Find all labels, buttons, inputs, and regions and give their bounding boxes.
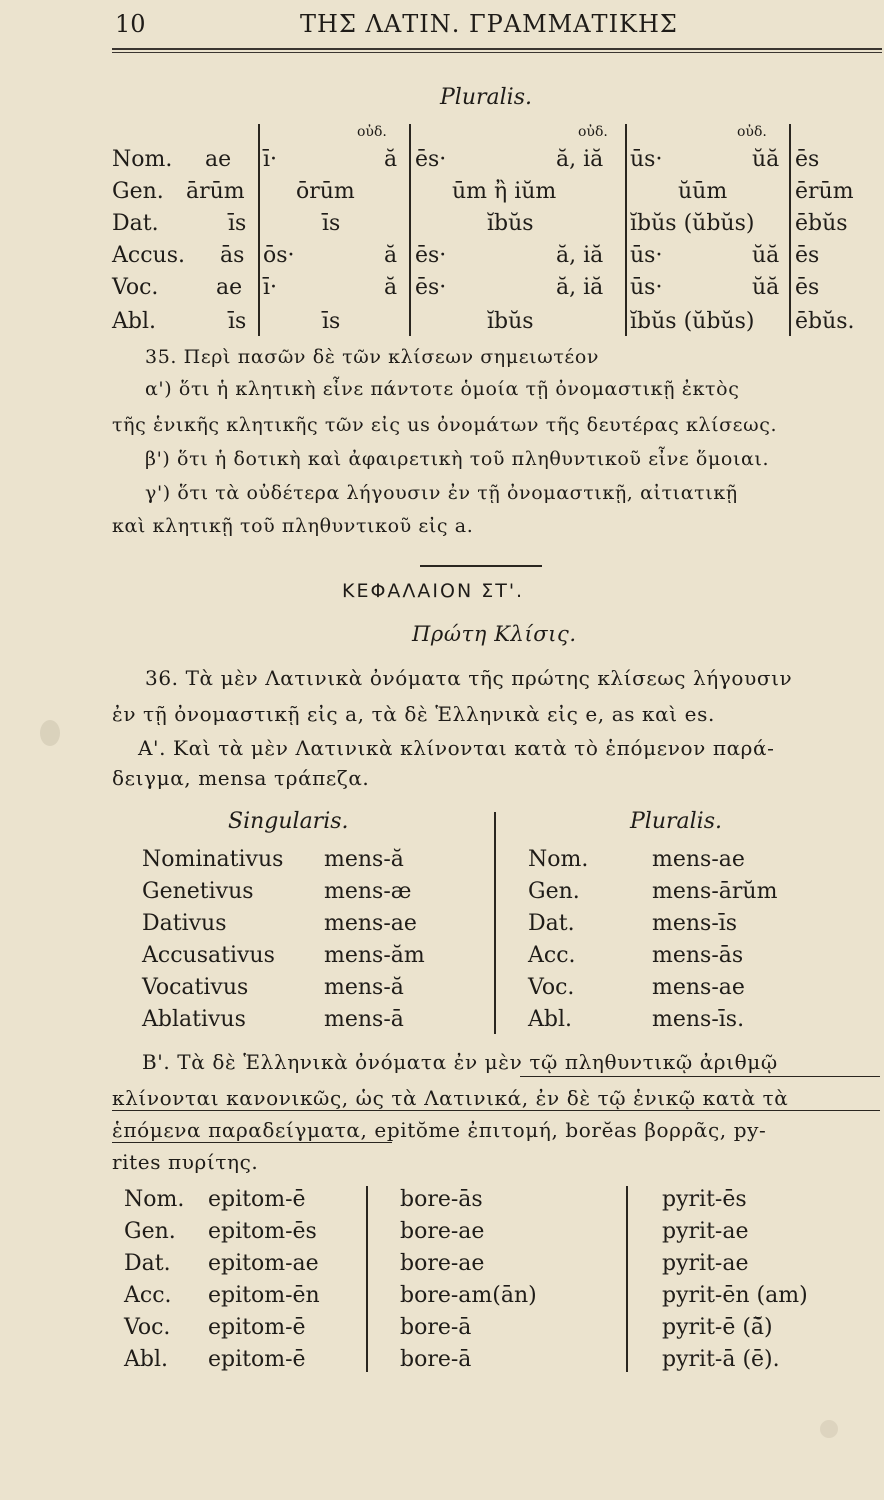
paper-stain <box>820 1420 838 1438</box>
running-title: ΤΗΣ ΛΑΤΙΝ. ΓΡΑΜΜΑΤΙΚΗΣ <box>300 10 678 38</box>
table-divider <box>258 124 260 336</box>
case-label: Accus. <box>112 243 185 268</box>
case-label: Gen. <box>112 179 164 204</box>
case-label: Abl. <box>124 1347 168 1372</box>
header-rule <box>112 48 882 50</box>
form: epitom-ēs <box>208 1219 317 1244</box>
ending: īs <box>322 309 341 334</box>
case-label: Dat. <box>124 1251 171 1276</box>
ending: ēs· <box>415 147 447 172</box>
case-label: Abl. <box>528 1007 572 1032</box>
form: mens-ā <box>324 1007 404 1032</box>
form: bore-am(ān) <box>400 1283 537 1308</box>
form: bore-ā <box>400 1347 472 1372</box>
ending: ă <box>384 147 398 172</box>
pencil-underline <box>112 1142 392 1143</box>
ending: ōs· <box>263 243 295 268</box>
text-line: Β'. Τὰ δὲ Ἑλληνικὰ ὀνόματα ἐν μὲν τῷ πληθυντικῷ ἀριθμῷ <box>142 1050 778 1074</box>
form: mens-īs <box>652 911 738 936</box>
ending: ī· <box>263 147 278 172</box>
case-label: Gen. <box>528 879 580 904</box>
case-label: Nominativus <box>142 847 284 872</box>
ending: ă, iă <box>556 275 604 300</box>
pencil-underline <box>520 1076 880 1077</box>
neuter-mark: οὐδ. <box>737 124 767 140</box>
form: epitom-ēn <box>208 1283 320 1308</box>
table-divider <box>625 124 627 336</box>
form: pyrit-ē (ā̆) <box>662 1315 773 1340</box>
form: mens-ă <box>324 847 404 872</box>
table-divider <box>494 812 496 1034</box>
text-line: rites πυρίτης. <box>112 1150 259 1174</box>
case-label: Nom. <box>528 847 589 872</box>
plural-heading: Pluralis. <box>440 85 532 110</box>
ending: ĭbŭs <box>487 309 534 334</box>
case-label: Dat. <box>528 911 575 936</box>
ending: ae <box>216 275 243 300</box>
form: pyrit-ā (ē). <box>662 1347 780 1372</box>
ending: ūs· <box>630 275 663 300</box>
ending: ās <box>220 243 245 268</box>
ending: ēbŭs. <box>795 309 855 334</box>
ending: ūs· <box>630 243 663 268</box>
form: epitom-ae <box>208 1251 319 1276</box>
form: mens-ae <box>324 911 417 936</box>
case-label: Dat. <box>112 211 159 236</box>
text-line: ἑπόμενα παραδείγματα, epitŏme ἐπιτομή, borĕas βορρᾶς, py- <box>112 1118 767 1142</box>
ending: ŭă <box>752 147 780 172</box>
ending: ōrūm <box>296 179 355 204</box>
neuter-mark: οὐδ. <box>578 124 608 140</box>
ending: ēs <box>795 243 820 268</box>
text-line: 36. Τὰ μὲν Λατινικὰ ὀνόματα τῆς πρώτης κλίσεως λήγουσιν <box>145 666 793 690</box>
ending: ūs· <box>630 147 663 172</box>
plural-heading: Pluralis. <box>630 809 722 834</box>
case-label: Acc. <box>124 1283 172 1308</box>
form: mens-ă <box>324 975 404 1000</box>
form: pyrit-ēn (am) <box>662 1283 808 1308</box>
case-label: Nom. <box>112 147 173 172</box>
table-divider <box>789 124 791 336</box>
case-label: Genetivus <box>142 879 254 904</box>
case-label: Gen. <box>124 1219 176 1244</box>
form: bore-ae <box>400 1219 485 1244</box>
case-label: Abl. <box>112 309 156 334</box>
ending: ă, iă <box>556 147 604 172</box>
neuter-mark: οὐδ. <box>357 124 387 140</box>
ending: ŭūm <box>678 179 728 204</box>
chapter-subtitle: Πρώτη Κλίσις. <box>412 622 577 646</box>
chapter-rule <box>420 565 542 567</box>
ending: ēs <box>795 147 820 172</box>
text-line: καὶ κλητικῇ τοῦ πληθυντικοῦ εἰς a. <box>112 515 474 537</box>
form: bore-ā <box>400 1315 472 1340</box>
case-label: Acc. <box>528 943 576 968</box>
case-label: Nom. <box>124 1187 185 1212</box>
ending: ēbŭs <box>795 211 848 236</box>
ending: ă, iă <box>556 243 604 268</box>
form: pyrit-ae <box>662 1251 749 1276</box>
table-divider <box>626 1186 628 1372</box>
ending: ŭă <box>752 275 780 300</box>
ending: ēs· <box>415 243 447 268</box>
case-label: Accusativus <box>142 943 275 968</box>
form: mens-īs. <box>652 1007 745 1032</box>
header-rule-thin <box>112 52 882 53</box>
text-line: ἐν τῇ ὀνομαστικῇ εἰς a, τὰ δὲ Ἑλληνικὰ εἰς e, as καὶ es. <box>112 702 715 726</box>
ending: ă <box>384 275 398 300</box>
text-line: Α'. Καὶ τὰ μὲν Λατινικὰ κλίνονται κατὰ τὸ ἑπόμενον παρά- <box>138 736 775 760</box>
case-label: Dativus <box>142 911 227 936</box>
text-line: δειγμα, mensa τράπεζα. <box>112 766 370 790</box>
form: epitom-ē <box>208 1347 306 1372</box>
ending: ŭă <box>752 243 780 268</box>
text-line: β') ὅτι ἡ δοτικὴ καὶ ἀφαιρετικὴ τοῦ πληθυντικοῦ εἶνε ὅμοιαι. <box>145 448 770 470</box>
form: mens-ārŭm <box>652 879 778 904</box>
ending: ūm ἢ iŭm <box>452 179 557 204</box>
form: mens-ăm <box>324 943 425 968</box>
pencil-underline <box>112 1110 880 1111</box>
page-number: 10 <box>115 10 146 38</box>
text-line: κλίνονται κανονικῶς, ὡς τὰ Λατινικά, ἐν δὲ τῷ ἑνικῷ κατὰ τὰ <box>112 1086 789 1110</box>
text-line: α') ὅτι ἡ κλητικὴ εἶνε πάντοτε ὁμοία τῇ ὀνομαστικῇ ἐκτὸς <box>145 378 740 400</box>
form: epitom-ē <box>208 1187 306 1212</box>
text-line: 35. Περὶ πασῶν δὲ τῶν κλίσεων σημειωτέον <box>145 346 600 368</box>
ending: ērūm <box>795 179 854 204</box>
singular-heading: Singularis. <box>228 809 349 834</box>
text-line: γ') ὅτι τὰ οὐδέτερα λήγουσιν ἐν τῇ ὀνομαστικῇ, αἰτιατικῇ <box>145 482 738 504</box>
case-label: Vocativus <box>142 975 249 1000</box>
ending: ĭbŭs <box>487 211 534 236</box>
table-divider <box>366 1186 368 1372</box>
form: mens-ae <box>652 975 745 1000</box>
form: pyrit-ēs <box>662 1187 747 1212</box>
ending: ĭbŭs (ŭbŭs) <box>630 309 755 334</box>
ending: ae <box>205 147 232 172</box>
text-line: τῆς ἑνικῆς κλητικῆς τῶν εἰς us ὀνομάτων τῆς δευτέρας κλίσεως. <box>112 414 778 436</box>
form: pyrit-ae <box>662 1219 749 1244</box>
case-label: Voc. <box>112 275 159 300</box>
ending: īs <box>228 211 247 236</box>
case-label: Ablativus <box>142 1007 246 1032</box>
ending: ēs <box>795 275 820 300</box>
case-label: Voc. <box>124 1315 171 1340</box>
chapter-title: ΚΕΦΑΛΑΙΟΝ ΣΤ'. <box>342 580 525 602</box>
form: bore-ās <box>400 1187 483 1212</box>
ending: ēs· <box>415 275 447 300</box>
ending: ī· <box>263 275 278 300</box>
ending: ĭbŭs (ŭbŭs) <box>630 211 755 236</box>
form: mens-ās <box>652 943 744 968</box>
form: epitom-ē <box>208 1315 306 1340</box>
ending: īs <box>228 309 247 334</box>
ending: ārūm <box>186 179 245 204</box>
ending: ă <box>384 243 398 268</box>
form: bore-ae <box>400 1251 485 1276</box>
case-label: Voc. <box>528 975 575 1000</box>
form: mens-ae <box>652 847 745 872</box>
table-divider <box>409 124 411 336</box>
form: mens-æ <box>324 879 412 904</box>
paper-stain <box>40 720 60 746</box>
ending: īs <box>322 211 341 236</box>
